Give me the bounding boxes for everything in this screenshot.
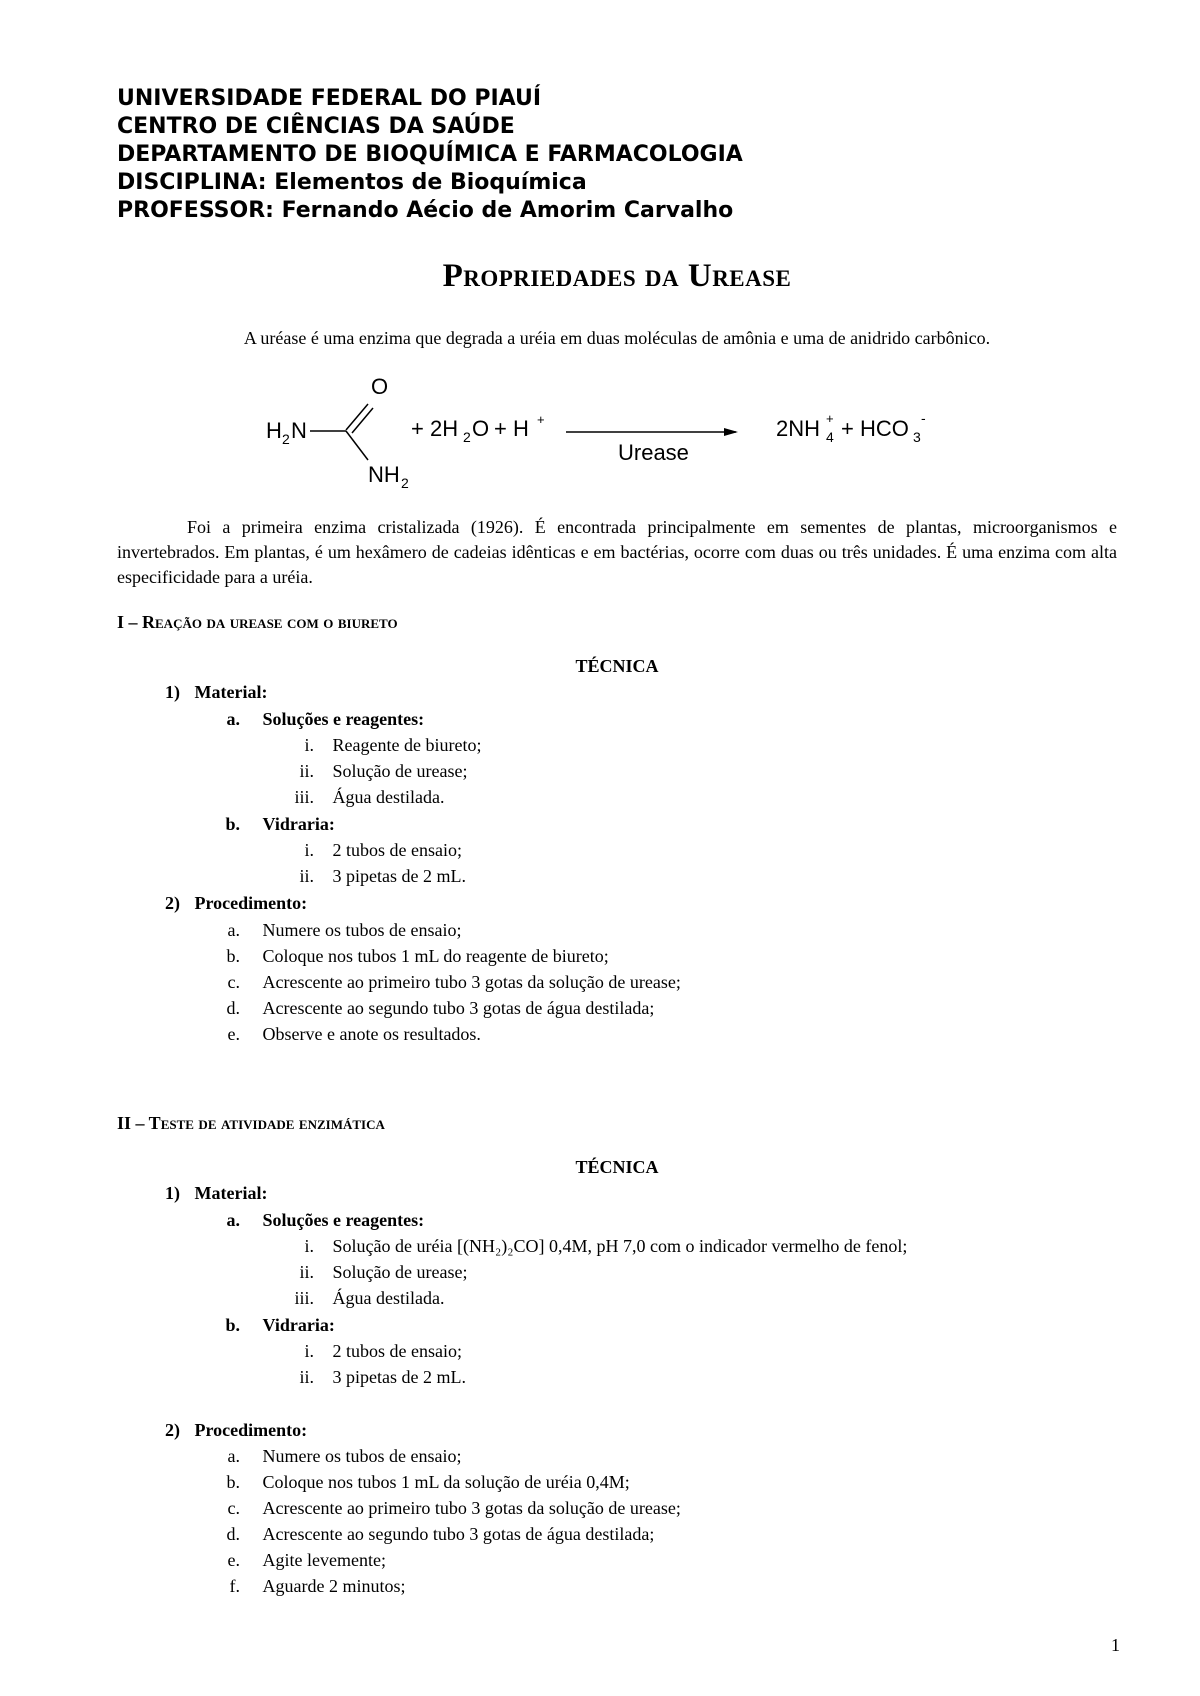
ammonium-term: 2NH: [776, 416, 821, 441]
list-text: 2 tubos de ensaio;: [332, 1341, 462, 1361]
list-number: c.: [227, 1498, 240, 1518]
section2-step: [218, 1524, 654, 1545]
section1-step: [218, 1024, 481, 1045]
urea-double-bond-b: [352, 408, 373, 433]
header-professor: PROFESSOR: Fernando Aécio de Amorim Carvalho: [117, 198, 734, 223]
section1-step: [218, 946, 609, 967]
section2-step: [218, 1576, 405, 1597]
list-number: e.: [227, 1024, 240, 1044]
section1-material-num: 1): [165, 682, 180, 702]
section2-material-label: Material:: [194, 1183, 268, 1203]
water-subscript: 2: [463, 429, 471, 445]
urea-nh: NH: [368, 462, 400, 487]
bicarbonate-superscript: -: [921, 410, 926, 426]
list-text: Acrescente ao segundo tubo 3 gotas de água destilada;: [262, 998, 655, 1018]
section2-heading: II – Teste de atividade enzimática: [117, 1113, 385, 1133]
section1-glassware: [218, 814, 335, 835]
list-number: ii.: [299, 1367, 314, 1387]
institution-header: [117, 85, 743, 225]
urea-h-subscript: 2: [282, 431, 290, 447]
list-number: e.: [227, 1550, 240, 1570]
list-text: Solução de urease;: [332, 1262, 468, 1282]
section2-reagent-item: [280, 1288, 444, 1309]
list-text: Reagente de biureto;: [332, 735, 482, 755]
section1-material-label: Material:: [194, 682, 268, 702]
list-number: i.: [304, 1341, 314, 1361]
section2-procedure: [150, 1420, 307, 1441]
section1-material: [150, 682, 267, 703]
section2-reagent-item: [280, 1262, 467, 1283]
list-number: ii.: [299, 866, 314, 886]
section2-reagents-num: a.: [226, 1210, 240, 1230]
list-text: Solução de urease;: [332, 761, 468, 781]
section1-procedure-label: Procedimento:: [194, 893, 308, 913]
header-department: DEPARTAMENTO DE BIOQUÍMICA E FARMACOLOGIA: [117, 142, 743, 167]
section2-tecnica: TÉCNICA: [575, 1157, 659, 1177]
list-number: d.: [226, 1524, 240, 1544]
section1-step: [218, 972, 681, 993]
section1-glassware-label: Vidraria:: [262, 814, 335, 834]
list-text: Acrescente ao primeiro tubo 3 gotas da solução de urease;: [262, 1498, 681, 1518]
list-text: Coloque nos tubos 1 mL da solução de uréia 0,4M;: [262, 1472, 630, 1492]
section1-reagent-item: [280, 787, 444, 808]
section1-heading: I – Reação da urease com o biureto: [117, 612, 398, 632]
header-center: CENTRO DE CIÊNCIAS DA SAÚDE: [117, 114, 515, 139]
section1-reagent-item: [280, 761, 467, 782]
urea-n: N: [291, 418, 307, 443]
section2-glassware-item: [280, 1341, 462, 1362]
list-text: Solução de uréia [(NH₂)₂CO] 0,4M, pH 7,0 com o indicador vermelho de fenol;: [332, 1236, 908, 1256]
bicarbonate-subscript: 3: [913, 429, 921, 445]
list-text: Agite levemente;: [262, 1550, 386, 1570]
section2-reagent-item: [280, 1236, 907, 1257]
section1-glassware-num: b.: [225, 814, 240, 834]
list-text: 2 tubos de ensaio;: [332, 840, 462, 860]
section1-glassware-item: [280, 840, 462, 861]
list-number: iii.: [294, 787, 314, 807]
list-number: a.: [227, 1446, 240, 1466]
section2-procedure-label: Procedimento:: [194, 1420, 308, 1440]
list-number: b.: [226, 946, 240, 966]
header-university: UNIVERSIDADE FEDERAL DO PIAUÍ: [117, 86, 542, 111]
list-text: 3 pipetas de 2 mL.: [332, 866, 466, 886]
list-text: Aguarde 2 minutos;: [262, 1576, 406, 1596]
intro-sentence: A uréase é uma enzima que degrada a uréia em duas moléculas de amônia e uma de anidrido carbônico.: [243, 328, 991, 348]
list-number: f.: [229, 1576, 240, 1596]
list-text: Numere os tubos de ensaio;: [262, 1446, 462, 1466]
ammonium-superscript: +: [826, 411, 834, 426]
reaction-arrow-head: [724, 428, 738, 436]
list-number: iii.: [294, 1288, 314, 1308]
list-number: i.: [304, 1236, 314, 1256]
list-number: i.: [304, 735, 314, 755]
section2-step: [218, 1472, 630, 1493]
section1-step: [218, 998, 654, 1019]
section1-procedure-num: 2): [165, 893, 180, 913]
urea-nh-subscript: 2: [401, 475, 409, 491]
section1-glassware-item: [280, 866, 466, 887]
urea-bond-down: [346, 431, 368, 460]
section2-glassware: [218, 1315, 335, 1336]
list-number: d.: [226, 998, 240, 1018]
section1-procedure: [150, 893, 307, 914]
list-text: Numere os tubos de ensaio;: [262, 920, 462, 940]
section2-step: [218, 1446, 461, 1467]
section2-material: [150, 1183, 267, 1204]
document-title: Propriedades da Urease: [442, 258, 792, 294]
list-text: 3 pipetas de 2 mL.: [332, 1367, 466, 1387]
proton-superscript: +: [537, 412, 545, 427]
section2-procedure-num: 2): [165, 1420, 180, 1440]
section2-glassware-item: [280, 1367, 466, 1388]
header-discipline: DISCIPLINA: Elementos de Bioquímica: [117, 170, 587, 195]
urease-description-paragraph: Foi a primeira enzima cristalizada (1926). É encontrada principalmente em sementes de plantas, microorganismos e invertebrados. Em plantas, é um hexâmero de cadeias idênticas e em bactérias, ocorre com duas ou três unidades. É uma enzima com alta especificidade para a uréia.: [117, 517, 1117, 587]
list-number: ii.: [299, 761, 314, 781]
section2-material-num: 1): [165, 1183, 180, 1203]
bicarbonate-term: + HCO: [841, 416, 909, 441]
section1-reagents-label: Soluções e reagentes:: [262, 709, 425, 729]
section2-step: [218, 1550, 386, 1571]
section2-reagents: [218, 1210, 424, 1231]
page-number: 1: [1111, 1635, 1120, 1655]
list-text: Água destilada.: [332, 787, 445, 807]
list-text: Coloque nos tubos 1 mL do reagente de biureto;: [262, 946, 609, 966]
proton-term: + H: [494, 416, 529, 441]
list-number: a.: [227, 920, 240, 940]
urea-oxygen: O: [371, 374, 389, 399]
list-text: Acrescente ao primeiro tubo 3 gotas da solução de urease;: [262, 972, 681, 992]
list-number: i.: [304, 840, 314, 860]
ammonium-subscript: 4: [826, 429, 834, 445]
list-text: Acrescente ao segundo tubo 3 gotas de água destilada;: [262, 1524, 655, 1544]
section1-reagents: [218, 709, 424, 730]
water-term: + 2H: [411, 416, 459, 441]
list-number: c.: [227, 972, 240, 992]
section1-reagents-num: a.: [226, 709, 240, 729]
urea-h: H: [266, 418, 282, 443]
urease-reaction-equation: [256, 368, 976, 498]
list-number: ii.: [299, 1262, 314, 1282]
list-number: b.: [226, 1472, 240, 1492]
list-text: Água destilada.: [332, 1288, 445, 1308]
list-text: Observe e anote os resultados.: [262, 1024, 481, 1044]
section1-tecnica: TÉCNICA: [575, 656, 659, 676]
water-oxygen: O: [472, 416, 490, 441]
section2-glassware-num: b.: [225, 1315, 240, 1335]
section1-reagent-item: [280, 735, 481, 756]
section2-step: [218, 1498, 681, 1519]
section2-glassware-label: Vidraria:: [262, 1315, 335, 1335]
enzyme-label: Urease: [618, 440, 689, 465]
section2-reagents-label: Soluções e reagentes:: [262, 1210, 425, 1230]
section1-step: [218, 920, 461, 941]
